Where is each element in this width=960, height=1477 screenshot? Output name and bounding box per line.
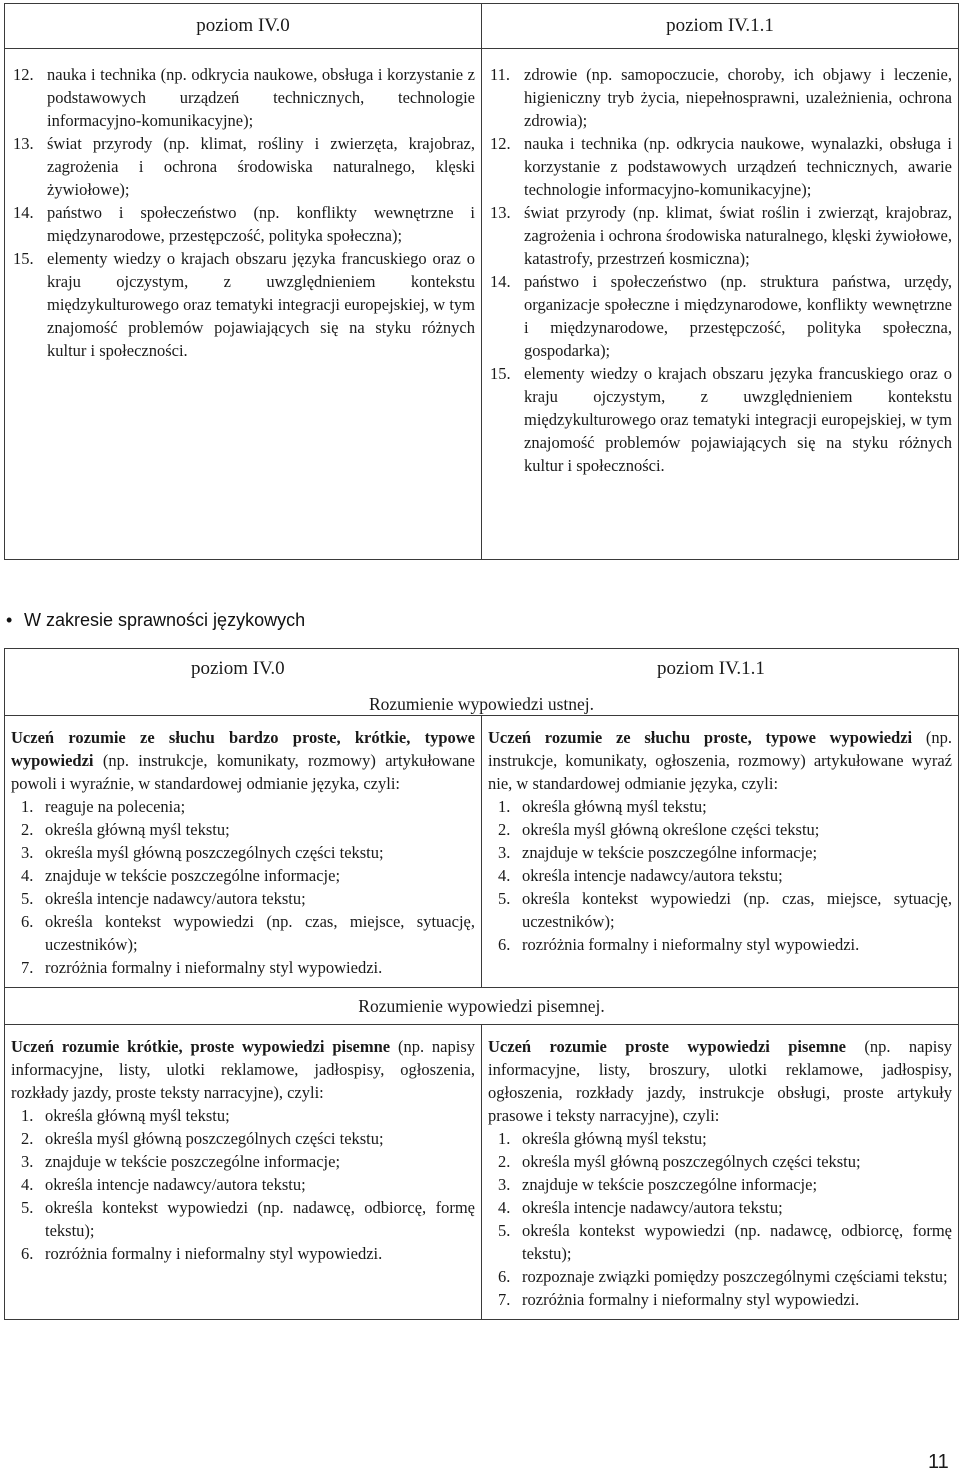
list-item [11,795,475,818]
list-item [488,1196,952,1219]
item-number: 6. [21,1244,34,1263]
skills-table [4,648,959,1320]
item-text: określa kontekst wypowiedzi (np. nadawcę, odbiorcę, formę tekstu); [45,1198,475,1240]
item-text: nauka i technika (np. odkrycia naukowe, wynalazki, obsługa i korzystanie z podstawowych urządzeń technicznych, awarie technologie informacyjno-komunikacyjne); [524,134,952,199]
list-item [488,1150,952,1173]
item-number: 15. [13,249,34,268]
list-item [11,1242,475,1265]
listening-right-intro [488,726,952,795]
listening-left-cell [5,716,482,988]
list-item [488,887,952,933]
item-text: świat przyrody (np. klimat, rośliny i zwierzęta, krajobraz, zagrożenia i ochrona środowiska naturalnego, klęski żywiołowe); [47,134,475,199]
list-item [13,201,475,247]
list-item [11,864,475,887]
item-number: 14. [490,272,511,291]
item-text: określa myśl główną poszczególnych części tekstu; [522,1152,861,1171]
item-text: określa myśl główną poszczególnych części tekstu; [45,1129,384,1148]
intro-bold: Uczeń rozumie proste wypowiedzi pisemne [488,1037,847,1056]
item-number: 2. [498,1152,511,1171]
item-text: określa intencje nadawcy/autora tekstu; [45,1175,306,1194]
item-number: 4. [498,1198,511,1217]
list-item [11,818,475,841]
item-text: określa główną myśl tekstu; [45,820,230,839]
item-number: 4. [21,1175,34,1194]
item-number: 6. [498,1267,511,1286]
reading-left-intro [11,1035,475,1104]
list-item [11,1196,475,1242]
item-text: zdrowie (np. samopoczucie, choroby, ich objawy i leczenie, higieniczny tryb życia, niepełnosprawni, uzależnienia, ochrona zdrowia); [524,65,952,130]
item-number: 6. [498,935,511,954]
list-item [488,841,952,864]
list-item [490,270,952,362]
reading-right-intro [488,1035,952,1127]
item-text: elementy wiedzy o krajach obszaru języka francuskiego oraz o kraju ojczystym, z uwzględnieniem kontekstu międzykulturowego oraz tematyki integracji europejskiej, w tym znajomość problemów pojawiających się na styku różnych kultur i społeczności. [524,364,952,475]
item-text: państwo i społeczeństwo (np. struktura państwa, urzędy, organizacje społeczne i międzynarodowe, konflikty wewnętrzne i międzynarodowe, przestępczość, polityka społeczna, gospodarka); [524,272,952,360]
item-text: świat przyrody (np. klimat, świat roślin i zwierząt, krajobraz, zagrożenia i ochrona środowiska naturalnego, klęski żywiołowe, katastrofy, przestrzeń kosmiczna); [524,203,952,268]
page-number: 11 [928,1451,949,1473]
intro-rest: (np. napisy informacyjne, listy, ulotki reklamowe, jadłospisy, ogłoszenia, rozkłady jazdy, proste teksty narracyjne), czyli: [11,1037,475,1102]
item-text: rozróżnia formalny i nieformalny styl wypowiedzi. [45,1244,383,1263]
item-number: 4. [498,866,511,885]
intro-rest: (np. instrukcje, komunikaty, ogłoszenia, rozmowy) artykułowane wyraź nie, w standardowej odmianie języka, czyli: [488,728,952,793]
list-item [490,201,952,270]
item-number: 1. [21,797,34,816]
item-text: znajduje w tekście poszczególne informacje; [45,866,341,885]
item-text: określa kontekst wypowiedzi (np. czas, miejsce, sytuację, uczestników); [522,889,952,931]
item-number: 3. [21,843,34,862]
item-number: 2. [21,820,34,839]
item-number: 1. [21,1106,34,1125]
item-number: 7. [498,1290,511,1309]
reading-left-cell [5,1025,482,1320]
list-item [488,864,952,887]
item-text: określa myśl główną określone części tekstu; [522,820,820,839]
item-text: rozróżnia formalny i nieformalny styl wypowiedzi. [45,958,383,977]
listening-right-cell [482,716,959,988]
item-number: 1. [498,1129,511,1148]
item-number: 3. [21,1152,34,1171]
list-item [490,132,952,201]
top-left-cell [5,49,482,560]
intro-rest: (np. napisy informacyjne, listy, broszury, ulotki reklamowe, jadłospisy, ogłoszenia, rozkłady jazdy, instrukcje obsługi, proste artykuły prasowe i teksty narracyjne), czyli: [488,1037,953,1125]
item-number: 14. [13,203,34,222]
item-text: znajduje w tekście poszczególne informacje; [522,1175,818,1194]
top-left-topic-list [5,49,481,362]
item-number: 12. [490,134,511,153]
list-item [13,63,475,132]
item-text: rozróżnia formalny i nieformalny styl wypowiedzi. [522,1290,860,1309]
list-item [488,1219,952,1265]
item-text: określa myśl główną poszczególnych części tekstu; [45,843,384,862]
top-right-level-header: poziom IV.1.1 [482,4,959,49]
topics-table [4,3,959,560]
bottom-left-level-header: poziom IV.0 [191,658,285,679]
item-number: 12. [13,65,34,84]
reading-category-title: Rozumienie wypowiedzi pisemnej. [358,996,605,1016]
section-title: W zakresie sprawności językowych [24,610,306,630]
bullet-icon: • [6,610,13,630]
intro-bold: Uczeń rozumie krótkie, proste wypowiedzi pisemne [11,1037,391,1056]
item-number: 11. [490,65,511,84]
item-number: 5. [498,1221,511,1240]
item-number: 3. [498,1175,511,1194]
list-item [11,841,475,864]
item-number: 4. [21,866,34,885]
bottom-right-level-header: poziom IV.1.1 [657,658,765,679]
list-item [11,1150,475,1173]
item-number: 13. [13,134,34,153]
list-item [13,247,475,362]
item-text: określa kontekst wypowiedzi (np. czas, miejsce, sytuację, uczestników); [45,912,475,954]
list-item [488,1127,952,1150]
item-text: państwo i społeczeństwo (np. konflikty wewnętrzne i międzynarodowe, przestępczość, polityka społeczna); [47,203,475,245]
item-number: 5. [498,889,511,908]
reading-right-cell [482,1025,959,1320]
item-number: 1. [498,797,511,816]
skills-header-row [5,649,959,716]
item-text: określa główną myśl tekstu; [522,797,707,816]
item-text: nauka i technika (np. odkrycia naukowe, obsługa i korzystanie z podstawowych urządzeń technicznych, technologie informacyjno-komunikacyjne); [47,65,475,130]
item-number: 2. [498,820,511,839]
intro-bold: Uczeń rozumie ze słuchu bardzo proste, krótkie, typowe wypowiedzi [11,728,475,770]
item-number: 13. [490,203,511,222]
item-text: określa główną myśl tekstu; [45,1106,230,1125]
item-text: znajduje w tekście poszczególne informacje; [45,1152,341,1171]
list-item [490,63,952,132]
listening-category-title: Rozumienie wypowiedzi ustnej. [368,694,595,714]
top-left-level-header: poziom IV.0 [5,4,482,49]
item-number: 3. [498,843,511,862]
item-text: określa kontekst wypowiedzi (np. nadawcę, odbiorcę, formę tekstu); [522,1221,952,1263]
intro-rest: (np. instrukcje, komunikaty, rozmowy) artykułowane powoli i wyraźnie, w standardowej odmianie języka, czyli: [11,751,475,793]
list-item [11,956,475,979]
item-text: elementy wiedzy o krajach obszaru języka francuskiego oraz o kraju ojczystym, z uwzględnieniem kontekstu międzykulturowego oraz tematyki integracji europejskiej, w tym znajomość problemów pojawiających się na styku różnych kultur i społeczności. [47,249,475,360]
item-text: reaguje na polecenia; [45,797,186,816]
list-item [11,1173,475,1196]
reading-header-row [5,988,959,1025]
section-heading [6,608,305,632]
item-text: rozpoznaje związki pomiędzy poszczególnymi częściami tekstu; [522,1267,948,1286]
list-item [488,933,952,956]
list-item [488,1265,952,1288]
top-right-topic-list [482,49,958,477]
list-item [11,1104,475,1127]
item-number: 5. [21,1198,34,1217]
list-item [11,910,475,956]
item-number: 6. [21,912,34,931]
intro-bold: Uczeń rozumie ze słuchu proste, typowe wypowiedzi [488,728,913,747]
item-text: określa intencje nadawcy/autora tekstu; [522,1198,783,1217]
list-item [488,818,952,841]
top-right-cell [482,49,959,560]
list-item [13,132,475,201]
listening-left-intro [11,726,475,795]
item-number: 2. [21,1129,34,1148]
item-number: 15. [490,364,511,383]
list-item [11,1127,475,1150]
item-text: rozróżnia formalny i nieformalny styl wypowiedzi. [522,935,860,954]
list-item [11,887,475,910]
item-text: określa intencje nadawcy/autora tekstu; [45,889,306,908]
item-text: określa intencje nadawcy/autora tekstu; [522,866,783,885]
item-text: znajduje w tekście poszczególne informacje; [522,843,818,862]
list-item [488,795,952,818]
list-item [488,1173,952,1196]
item-number: 5. [21,889,34,908]
list-item [488,1288,952,1311]
item-text: określa główną myśl tekstu; [522,1129,707,1148]
list-item [490,362,952,477]
item-number: 7. [21,958,34,977]
